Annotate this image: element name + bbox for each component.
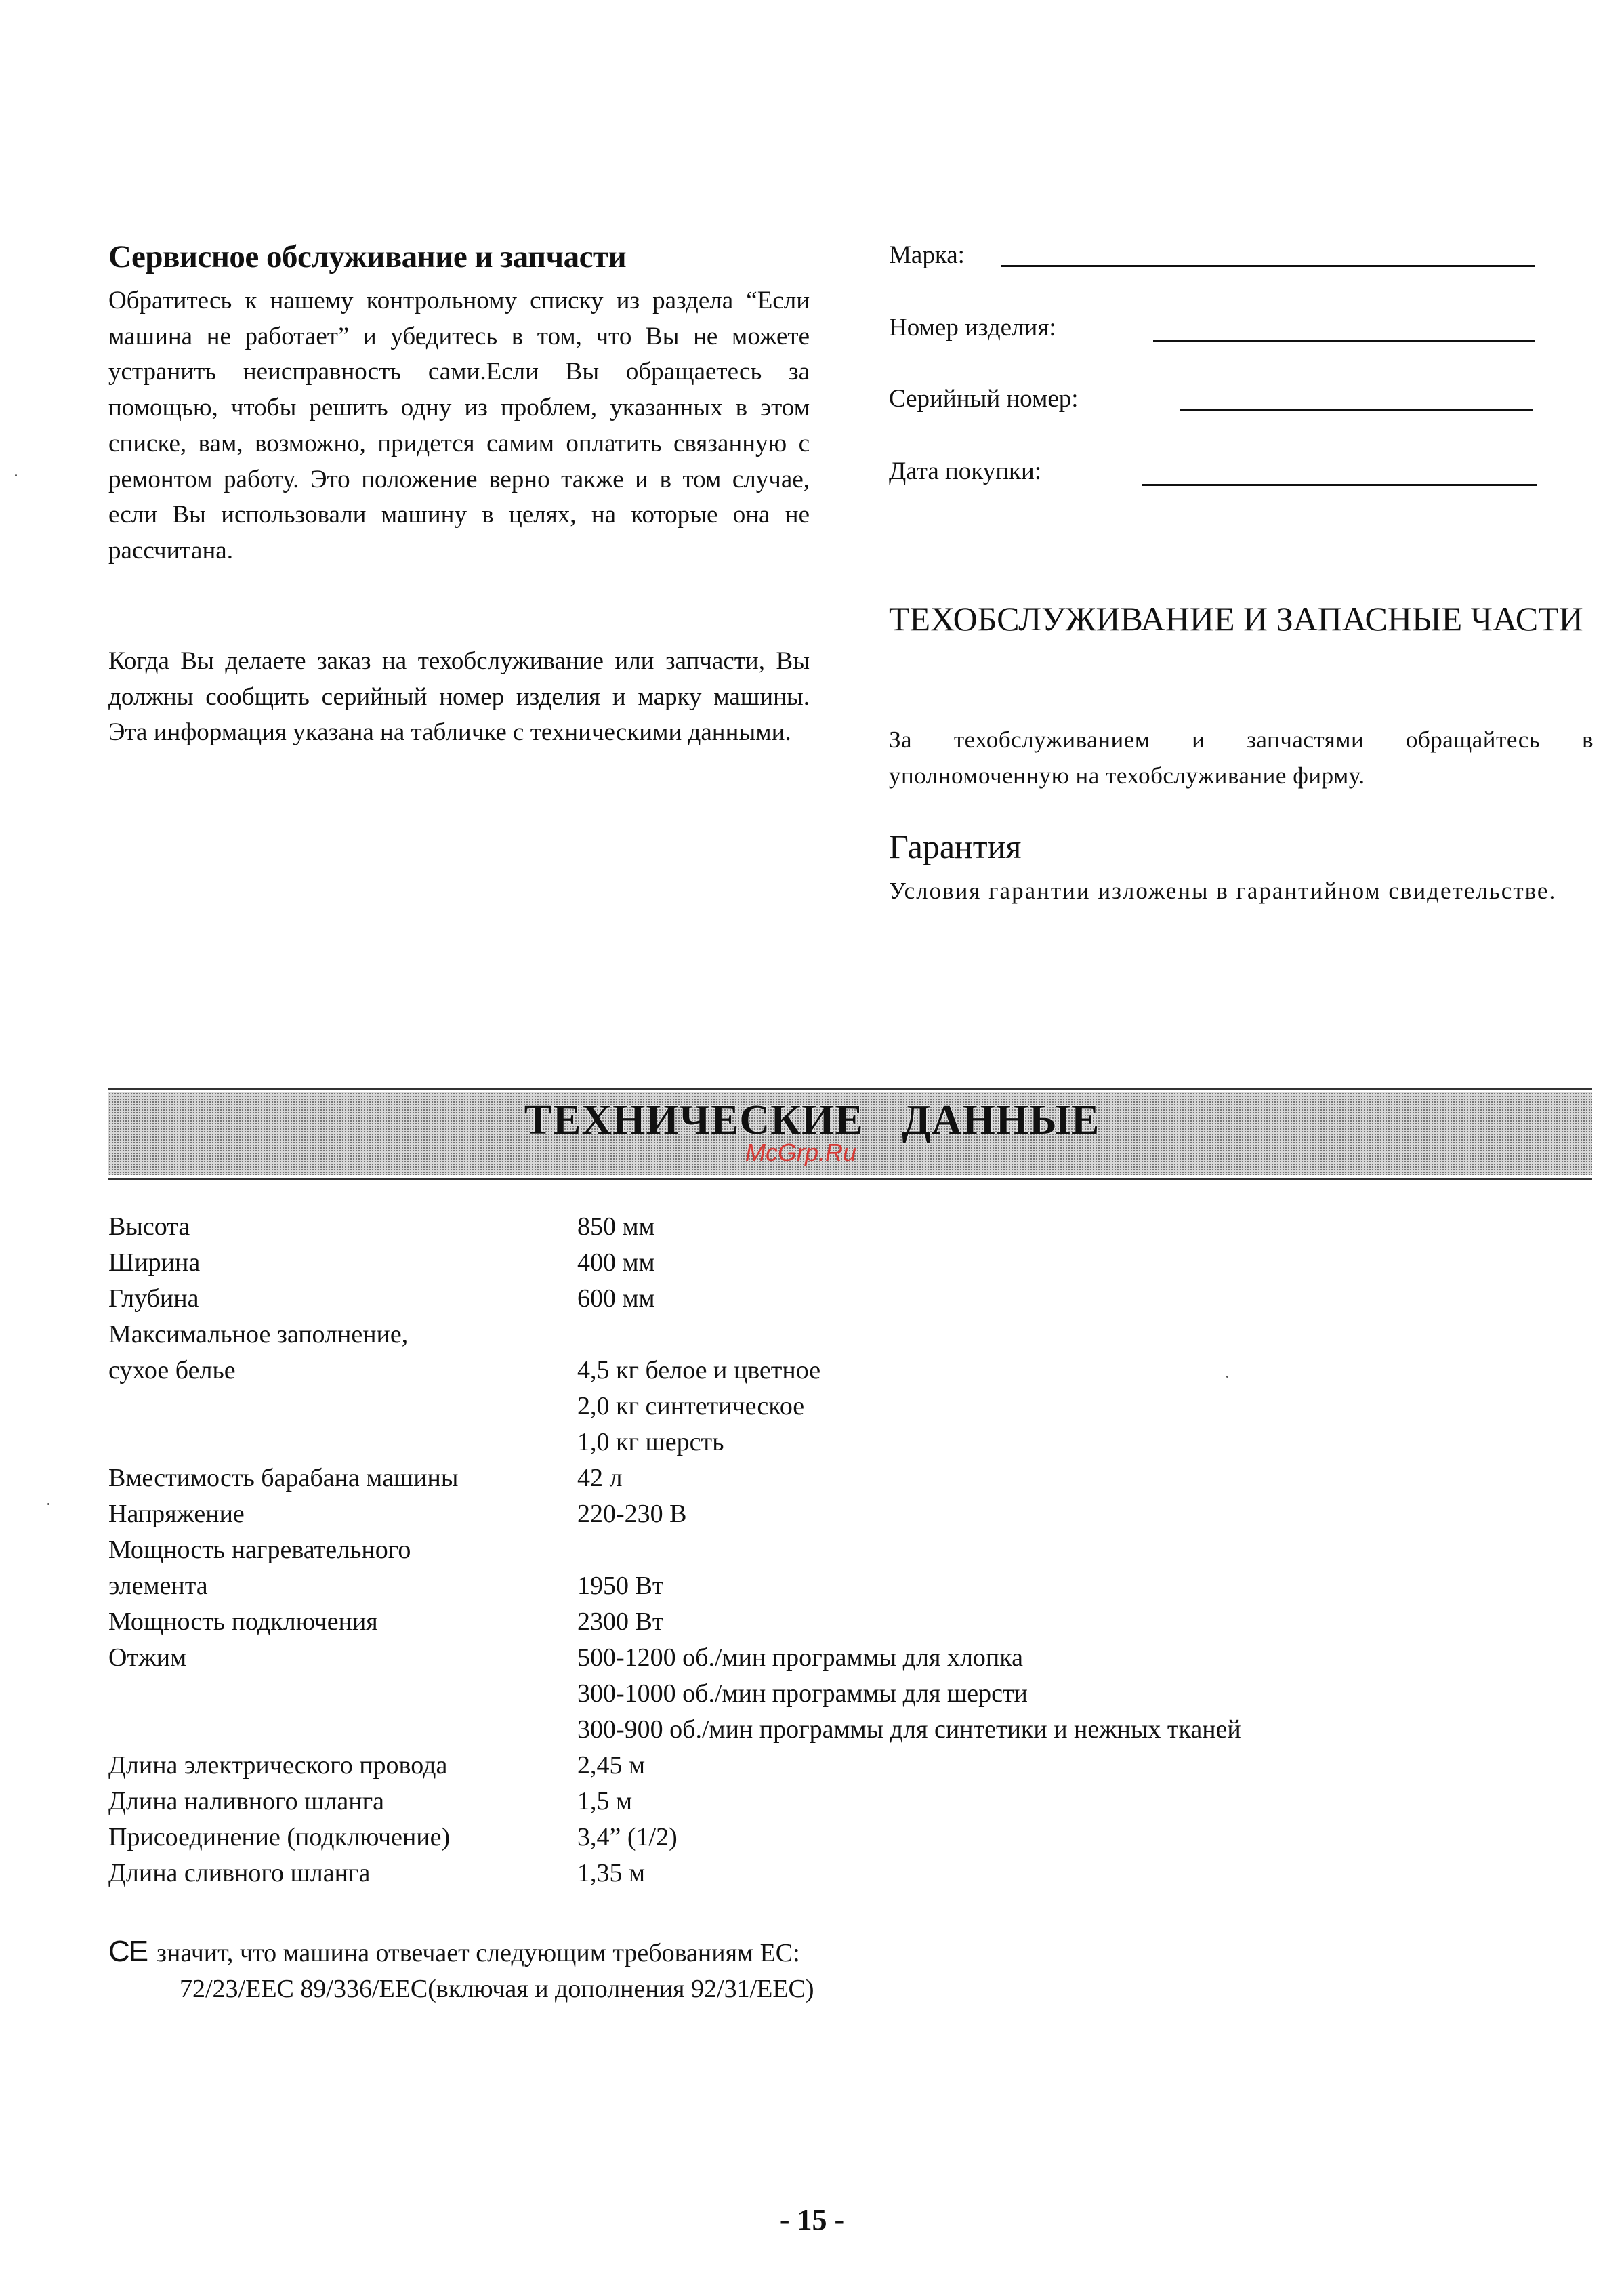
spec-label: Высота: [108, 1212, 190, 1241]
spec-label: Напряжение: [108, 1500, 245, 1528]
banner-top-rule: [108, 1088, 1592, 1090]
tech-data-title: ТЕХНИЧЕСКИЕ ДАННЫЕ: [524, 1097, 1100, 1143]
service-paragraph-2: Когда Вы делаете заказ на техобслуживание или запчасти, Вы должны сообщить серийный номер изделия и марку машины. Эта информация указана на табличке с техническими данными.: [108, 647, 810, 747]
spec-label: Длина электрического провода: [108, 1751, 448, 1780]
spec-value: 850 мм: [577, 1212, 655, 1241]
spec-label: Отжим: [108, 1643, 187, 1672]
maintenance-text: За техобслуживанием и запчастями обращайтесь в уполномоченную на техобслуживание фирму.: [889, 726, 1594, 789]
spec-label: Ширина: [108, 1248, 201, 1277]
brand-label: Марка:: [889, 241, 965, 269]
spec-value: 300-1000 об./мин программы для шерсти: [577, 1679, 1028, 1708]
spec-label: Вместимость барабана машины: [108, 1464, 459, 1492]
banner-bottom-rule: [108, 1178, 1592, 1180]
warranty-text: Условия гарантии изложены в гарантийном свидетельстве.: [889, 878, 1557, 904]
purchase-date-label: Дата покупки:: [889, 457, 1042, 485]
spec-value: 1,0 кг шерсть: [577, 1428, 724, 1456]
spec-label: Длина наливного шланга: [108, 1787, 385, 1816]
watermark: McGrp.Ru: [745, 1138, 857, 1166]
spec-label: Присоединение (подключение): [108, 1823, 451, 1851]
spec-value: 600 мм: [577, 1284, 655, 1313]
spec-label: Мощность подключения: [108, 1607, 378, 1636]
serial-number-label: Серийный номер:: [889, 385, 1079, 413]
spec-value: 1,5 м: [577, 1787, 633, 1816]
spec-value: 400 мм: [577, 1248, 655, 1277]
spec-value: 220-230 В: [577, 1500, 687, 1528]
product-number-label: Номер изделия:: [889, 314, 1056, 342]
spec-label: Максимальное заполнение,: [108, 1320, 409, 1349]
brand-line: [1001, 265, 1535, 267]
spec-value: 3,4” (1/2): [577, 1823, 678, 1851]
maintenance-heading: ТЕХОБСЛУЖИВАНИЕ И ЗАПАСНЫЕ ЧАСТИ: [889, 600, 1583, 638]
service-paragraph-1: Обратитесь к нашему контрольному списку из раздела “Если машина не работает” и убедитесь в том, что Вы не можете устранить неисправность сами.Если Вы обращаетесь за помощью, чтобы решить одну из проблем, указанных в этом списке, вам, возможно, придется самим оплатить связанную с ремонтом работу. Это положение верно также и в том случае, если Вы использовали машину в целях, на которые она не рассчитана.: [108, 287, 810, 565]
spec-label: элемента: [108, 1572, 208, 1600]
spec-value: 4,5 кг белое и цветное: [577, 1356, 821, 1384]
spec-value: 1950 Вт: [577, 1572, 664, 1600]
spec-value: 2,45 м: [577, 1751, 646, 1780]
warranty-heading: Гарантия: [889, 827, 1022, 865]
spec-value: 2300 Вт: [577, 1607, 664, 1636]
spec-label: сухое белье: [108, 1356, 236, 1384]
scan-speck: [1226, 1376, 1228, 1378]
spec-label: Глубина: [108, 1284, 199, 1313]
product-number-line: [1153, 340, 1535, 342]
ce-mark-icon: CE: [108, 1935, 148, 1968]
serial-number-line: [1180, 409, 1533, 411]
ce-statement: значит, что машина отвечает следующим требованиям ЕС:: [157, 1939, 800, 1967]
spec-label: Длина сливного шланга: [108, 1859, 371, 1887]
service-heading: Сервисное обслуживание и запчасти: [108, 239, 627, 274]
scan-speck: [47, 1503, 49, 1505]
spec-value: 2,0 кг синтетическое: [577, 1392, 805, 1420]
spec-value: 42 л: [577, 1464, 623, 1492]
page-number: - 15 -: [779, 2203, 845, 2236]
purchase-date-line: [1142, 484, 1537, 486]
scan-speck: [15, 474, 17, 476]
spec-value: 300-900 об./мин программы для синтетики и нежных тканей: [577, 1715, 1241, 1744]
spec-value: 1,35 м: [577, 1859, 646, 1887]
spec-value: 500-1200 об./мин программы для хлопка: [577, 1643, 1024, 1672]
spec-label: Мощность нагревательного: [108, 1536, 411, 1564]
ce-directives: 72/23/ЕЕС 89/336/ЕЕС(включая и дополнения 92/31/ЕЕС): [180, 1975, 814, 2003]
